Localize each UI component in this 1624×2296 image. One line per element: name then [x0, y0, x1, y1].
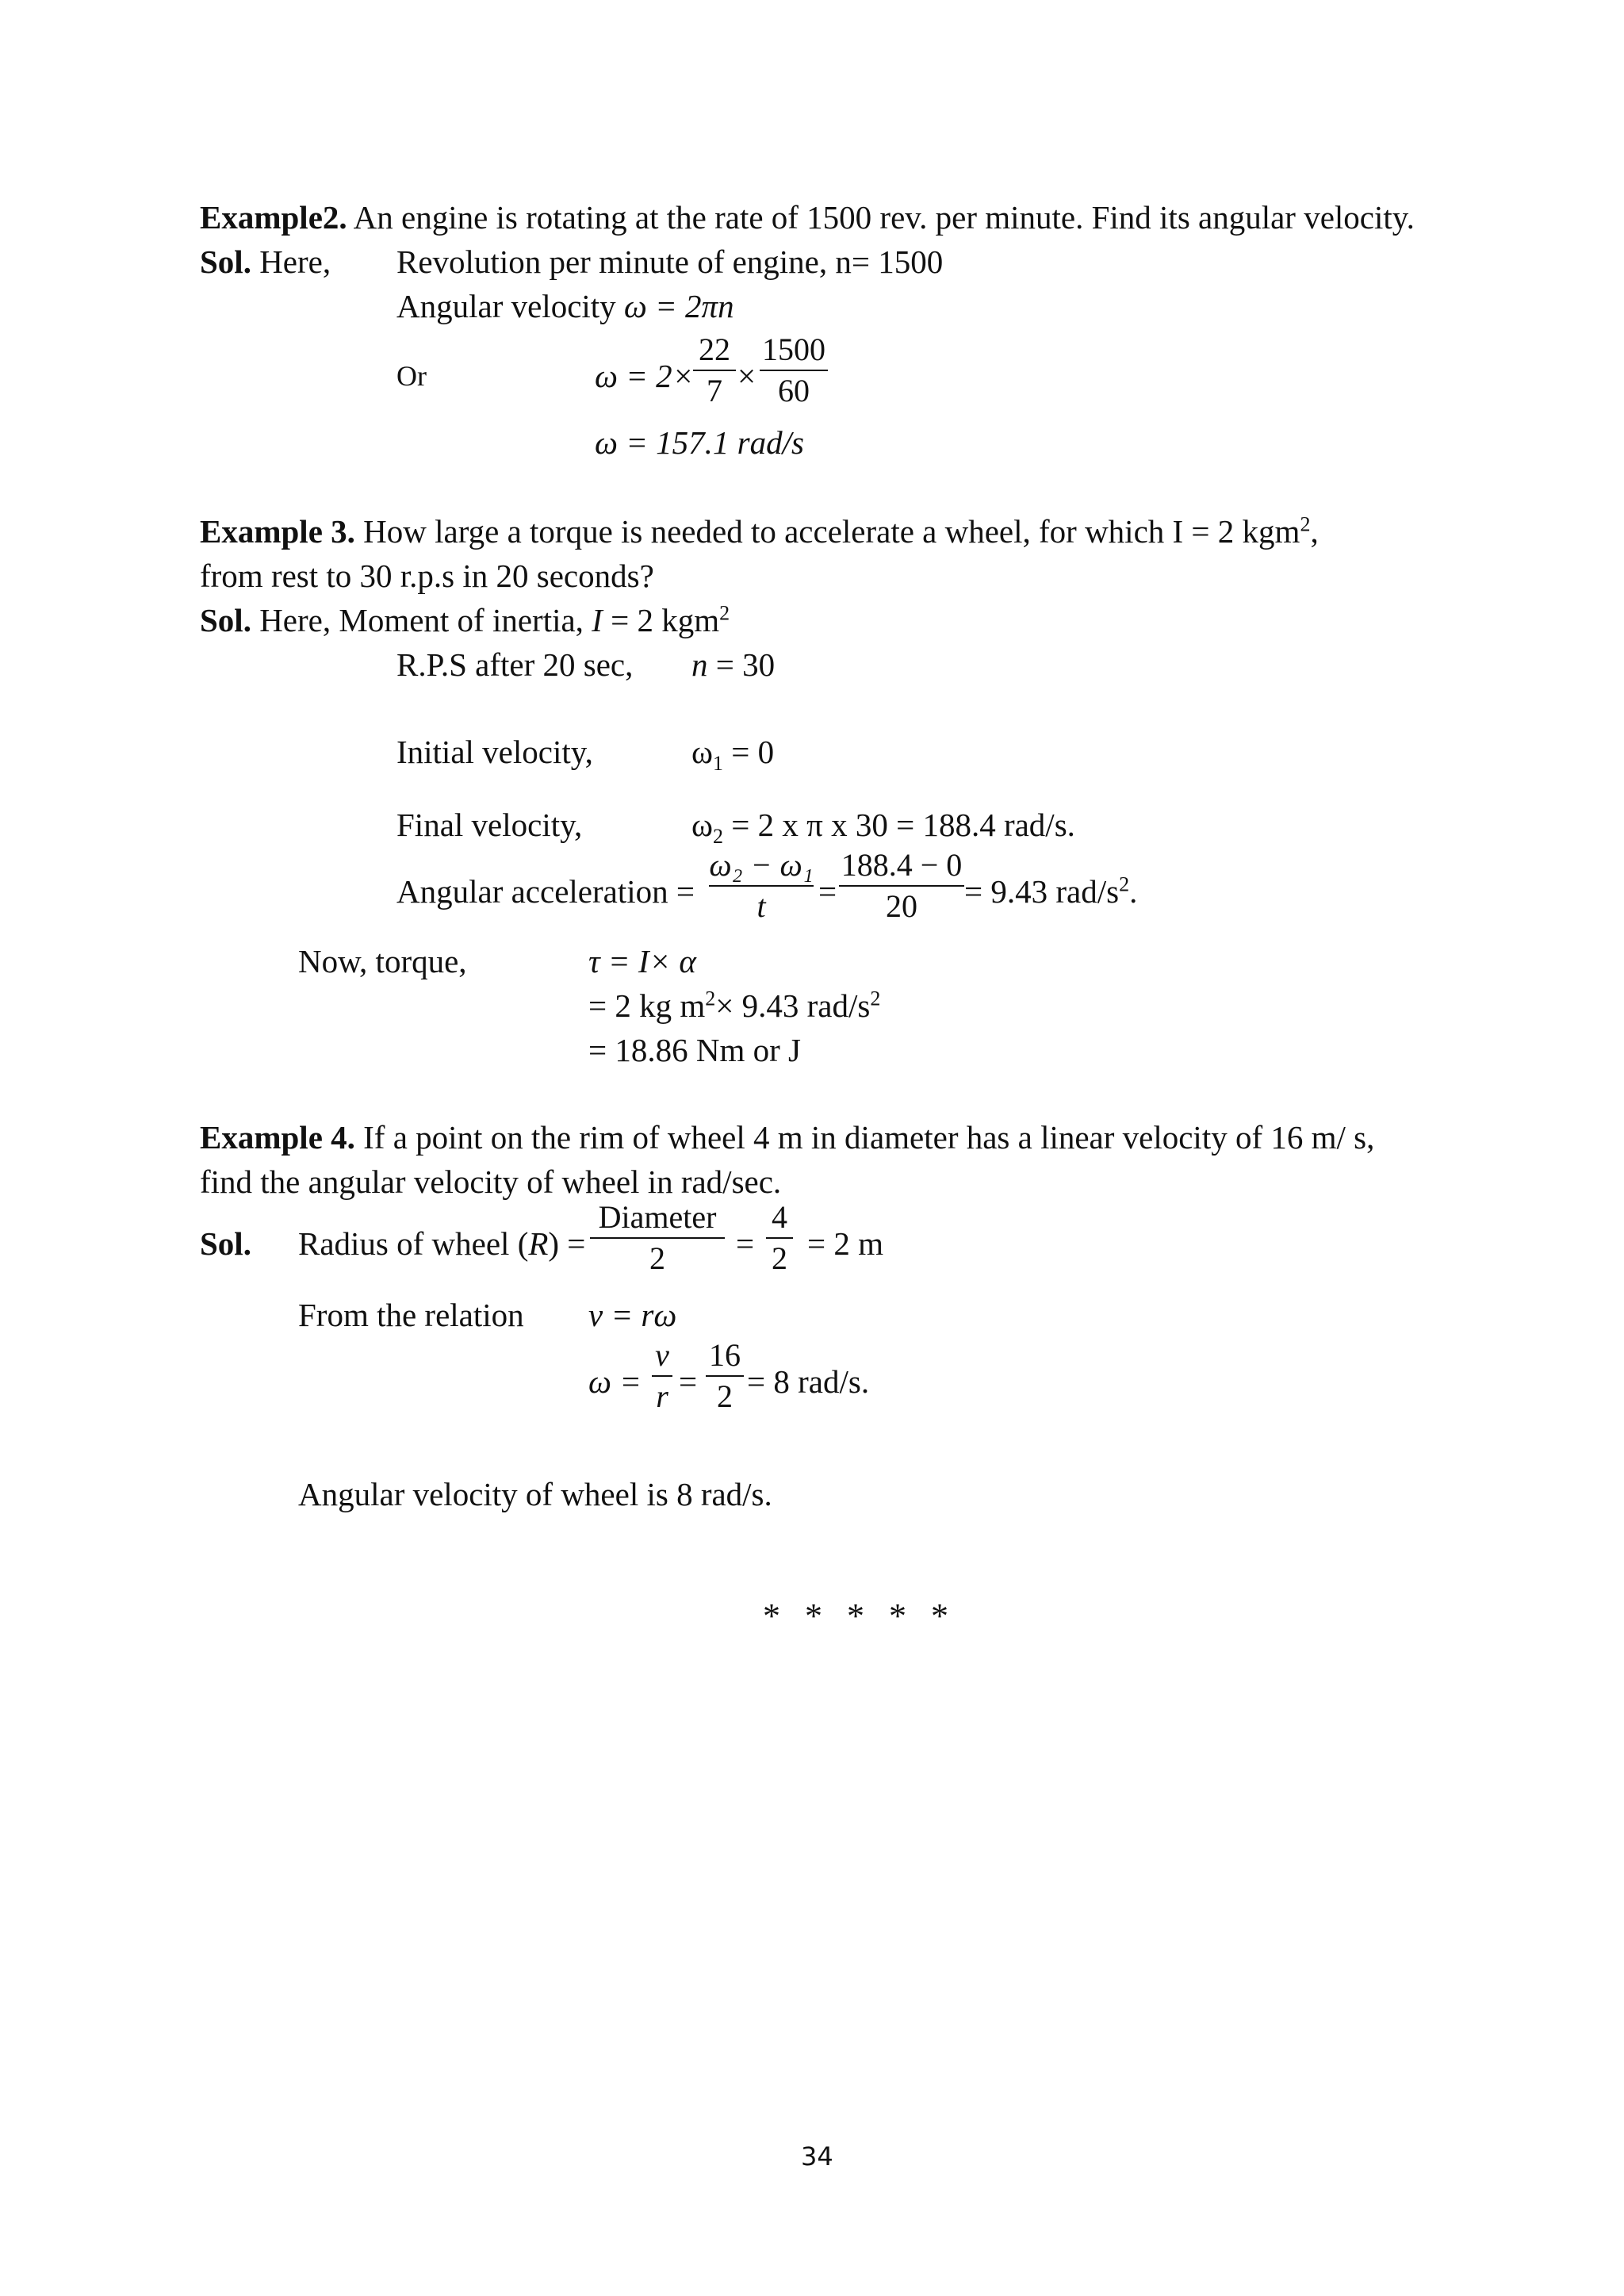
- example-heading: Example 4.: [200, 1119, 355, 1156]
- inertia-value: = 2 kgm: [602, 602, 720, 638]
- equals-sign: =: [818, 873, 837, 910]
- omega-result: = 8 rad/s.: [747, 1363, 870, 1400]
- radius-text: Radius of wheel (: [298, 1225, 529, 1262]
- initial-velocity-label: Initial velocity,: [396, 734, 593, 770]
- fraction-denominator: 20: [886, 888, 917, 924]
- ang-vel-formula: ω = 2πn: [623, 288, 734, 324]
- fraction-numerator: 4: [772, 1199, 787, 1235]
- final-velocity-value: [691, 804, 1075, 849]
- equals-sign: =: [679, 1363, 698, 1400]
- example-heading: Example 3.: [200, 513, 355, 550]
- fraction-numerator: 188.4 − 0: [841, 847, 963, 883]
- result-value: = 9.43 rad/s: [964, 873, 1120, 910]
- fraction-denominator: 7: [707, 373, 722, 408]
- fraction-omega-diff-over-t: [709, 847, 814, 925]
- torque-sub-b: × 9.43 rad/s: [715, 987, 871, 1024]
- sol-label: Sol.: [200, 602, 251, 638]
- fraction-1500-60: [760, 332, 828, 409]
- example-3-question-line-2: from rest to 30 r.p.s in 20 seconds?: [200, 558, 654, 594]
- fraction-denominator: t: [756, 888, 766, 924]
- angular-velocity-line: [396, 286, 734, 327]
- superscript: 2: [719, 601, 730, 625]
- superscript: 2: [870, 987, 881, 1010]
- superscript: 2: [1300, 512, 1311, 536]
- fraction-bar: [760, 370, 828, 371]
- fraction-numerator: ω₂ − ω₁: [709, 847, 814, 883]
- omega-symbol: ω: [691, 734, 713, 770]
- angular-acceleration-label: Angular acceleration =: [396, 873, 695, 910]
- fraction-numerator: 22: [699, 332, 730, 367]
- punctuation: ,: [1310, 513, 1319, 550]
- omega-lhs: ω =: [588, 1363, 642, 1400]
- radius-result: = 2 m: [807, 1225, 884, 1262]
- relation-formula: v = rω: [588, 1297, 677, 1333]
- omega-equation: [595, 355, 694, 397]
- example-3-question-line-1: [200, 511, 1319, 552]
- ang-vel-label: Angular velocity: [396, 288, 624, 324]
- fraction-bar: [839, 885, 964, 887]
- omega-eq: ω = 2×: [595, 358, 695, 394]
- fraction-denominator: 2: [649, 1240, 665, 1276]
- fraction-numerator: 1500: [762, 332, 825, 367]
- initial-velocity-value: [691, 731, 775, 776]
- fraction-numerator: Diameter: [598, 1199, 717, 1235]
- conclusion: Angular velocity of wheel is 8 rad/s.: [298, 1476, 772, 1512]
- torque-sub-a: = 2 kg m: [588, 987, 706, 1024]
- sol-line: Here, Moment of inertia,: [251, 602, 592, 638]
- omega-result: ω = 157.1 rad/s: [595, 424, 804, 461]
- fraction-bar: [590, 1237, 725, 1239]
- solution-intro: [200, 241, 331, 282]
- times-sign: ×: [737, 358, 756, 394]
- superscript: 2: [705, 987, 716, 1010]
- question-text: If a point on the rim of wheel 4 m in diameter has a linear velocity of 16 m/ s,: [354, 1119, 1375, 1156]
- fraction-22-7: [693, 332, 736, 409]
- section-separator: * * * * *: [763, 1596, 956, 1635]
- radius-label: [298, 1223, 585, 1264]
- torque-label: Now, torque,: [298, 943, 467, 979]
- fraction-numerator: 16: [709, 1337, 741, 1373]
- subscript: 2: [713, 825, 723, 849]
- fraction-denominator: r: [656, 1378, 668, 1414]
- fraction-4-over-2: [766, 1199, 793, 1277]
- n-symbol: n: [691, 646, 708, 683]
- sol-here: Here,: [251, 243, 331, 280]
- question-text: An engine is rotating at the rate of 1500 rev. per minute. Find its angular velocity.: [347, 199, 1415, 236]
- fraction-numerator: v: [655, 1337, 669, 1373]
- equation: = 2 x π x 30 = 188.4 rad/s.: [723, 807, 1075, 843]
- equation: = 0: [723, 734, 775, 770]
- fraction-bar: [706, 1375, 744, 1377]
- fraction-bar: [709, 885, 814, 887]
- page-number: 34: [801, 2141, 833, 2171]
- rpm-line: Revolution per minute of engine, n= 1500: [396, 243, 944, 280]
- final-velocity-label: Final velocity,: [396, 807, 583, 843]
- acceleration-result: [964, 871, 1137, 912]
- omega-symbol: ω: [691, 807, 713, 843]
- or-label: Or: [396, 360, 427, 392]
- torque-formula: [588, 941, 696, 982]
- radius-symbol: R: [528, 1225, 549, 1262]
- example-heading: Example2.: [200, 199, 347, 236]
- fraction-188-over-20: [839, 847, 964, 925]
- question-text: How large a torque is needed to accelerate a wheel, for which I = 2 kgm: [354, 513, 1300, 550]
- sol-label: Sol.: [200, 243, 251, 280]
- torque-substitution: [588, 985, 880, 1026]
- fraction-bar: [652, 1375, 672, 1377]
- n-value: = 30: [707, 646, 776, 683]
- example-2-question: [200, 197, 1415, 238]
- equals-sign: =: [736, 1225, 755, 1262]
- fraction-bar: [693, 370, 736, 371]
- superscript: 2: [1119, 872, 1130, 896]
- solution-intro: [200, 600, 730, 641]
- rps-value: [691, 644, 775, 685]
- punctuation: .: [1129, 873, 1138, 910]
- subscript: 1: [713, 752, 723, 776]
- sol-label: Sol.: [200, 1225, 251, 1262]
- fraction-denominator: 2: [772, 1240, 787, 1276]
- fraction-v-over-r: [652, 1337, 672, 1415]
- fraction-16-over-2: [706, 1337, 744, 1415]
- relation-label: From the relation: [298, 1297, 524, 1333]
- fraction-bar: [766, 1237, 793, 1239]
- fraction-denominator: 60: [778, 373, 810, 408]
- example-4-question-line-2: find the angular velocity of wheel in rad/sec.: [200, 1163, 782, 1200]
- torque-formula-text: τ = I× α: [588, 943, 696, 979]
- rps-label: R.P.S after 20 sec,: [396, 646, 634, 683]
- example-4-question-line-1: [200, 1117, 1374, 1158]
- torque-result: = 18.86 Nm or J: [588, 1032, 801, 1068]
- inertia-symbol: I: [592, 602, 603, 638]
- fraction-denominator: 2: [717, 1378, 733, 1414]
- radius-close: ) =: [548, 1225, 586, 1262]
- fraction-diameter-over-2: [590, 1199, 725, 1277]
